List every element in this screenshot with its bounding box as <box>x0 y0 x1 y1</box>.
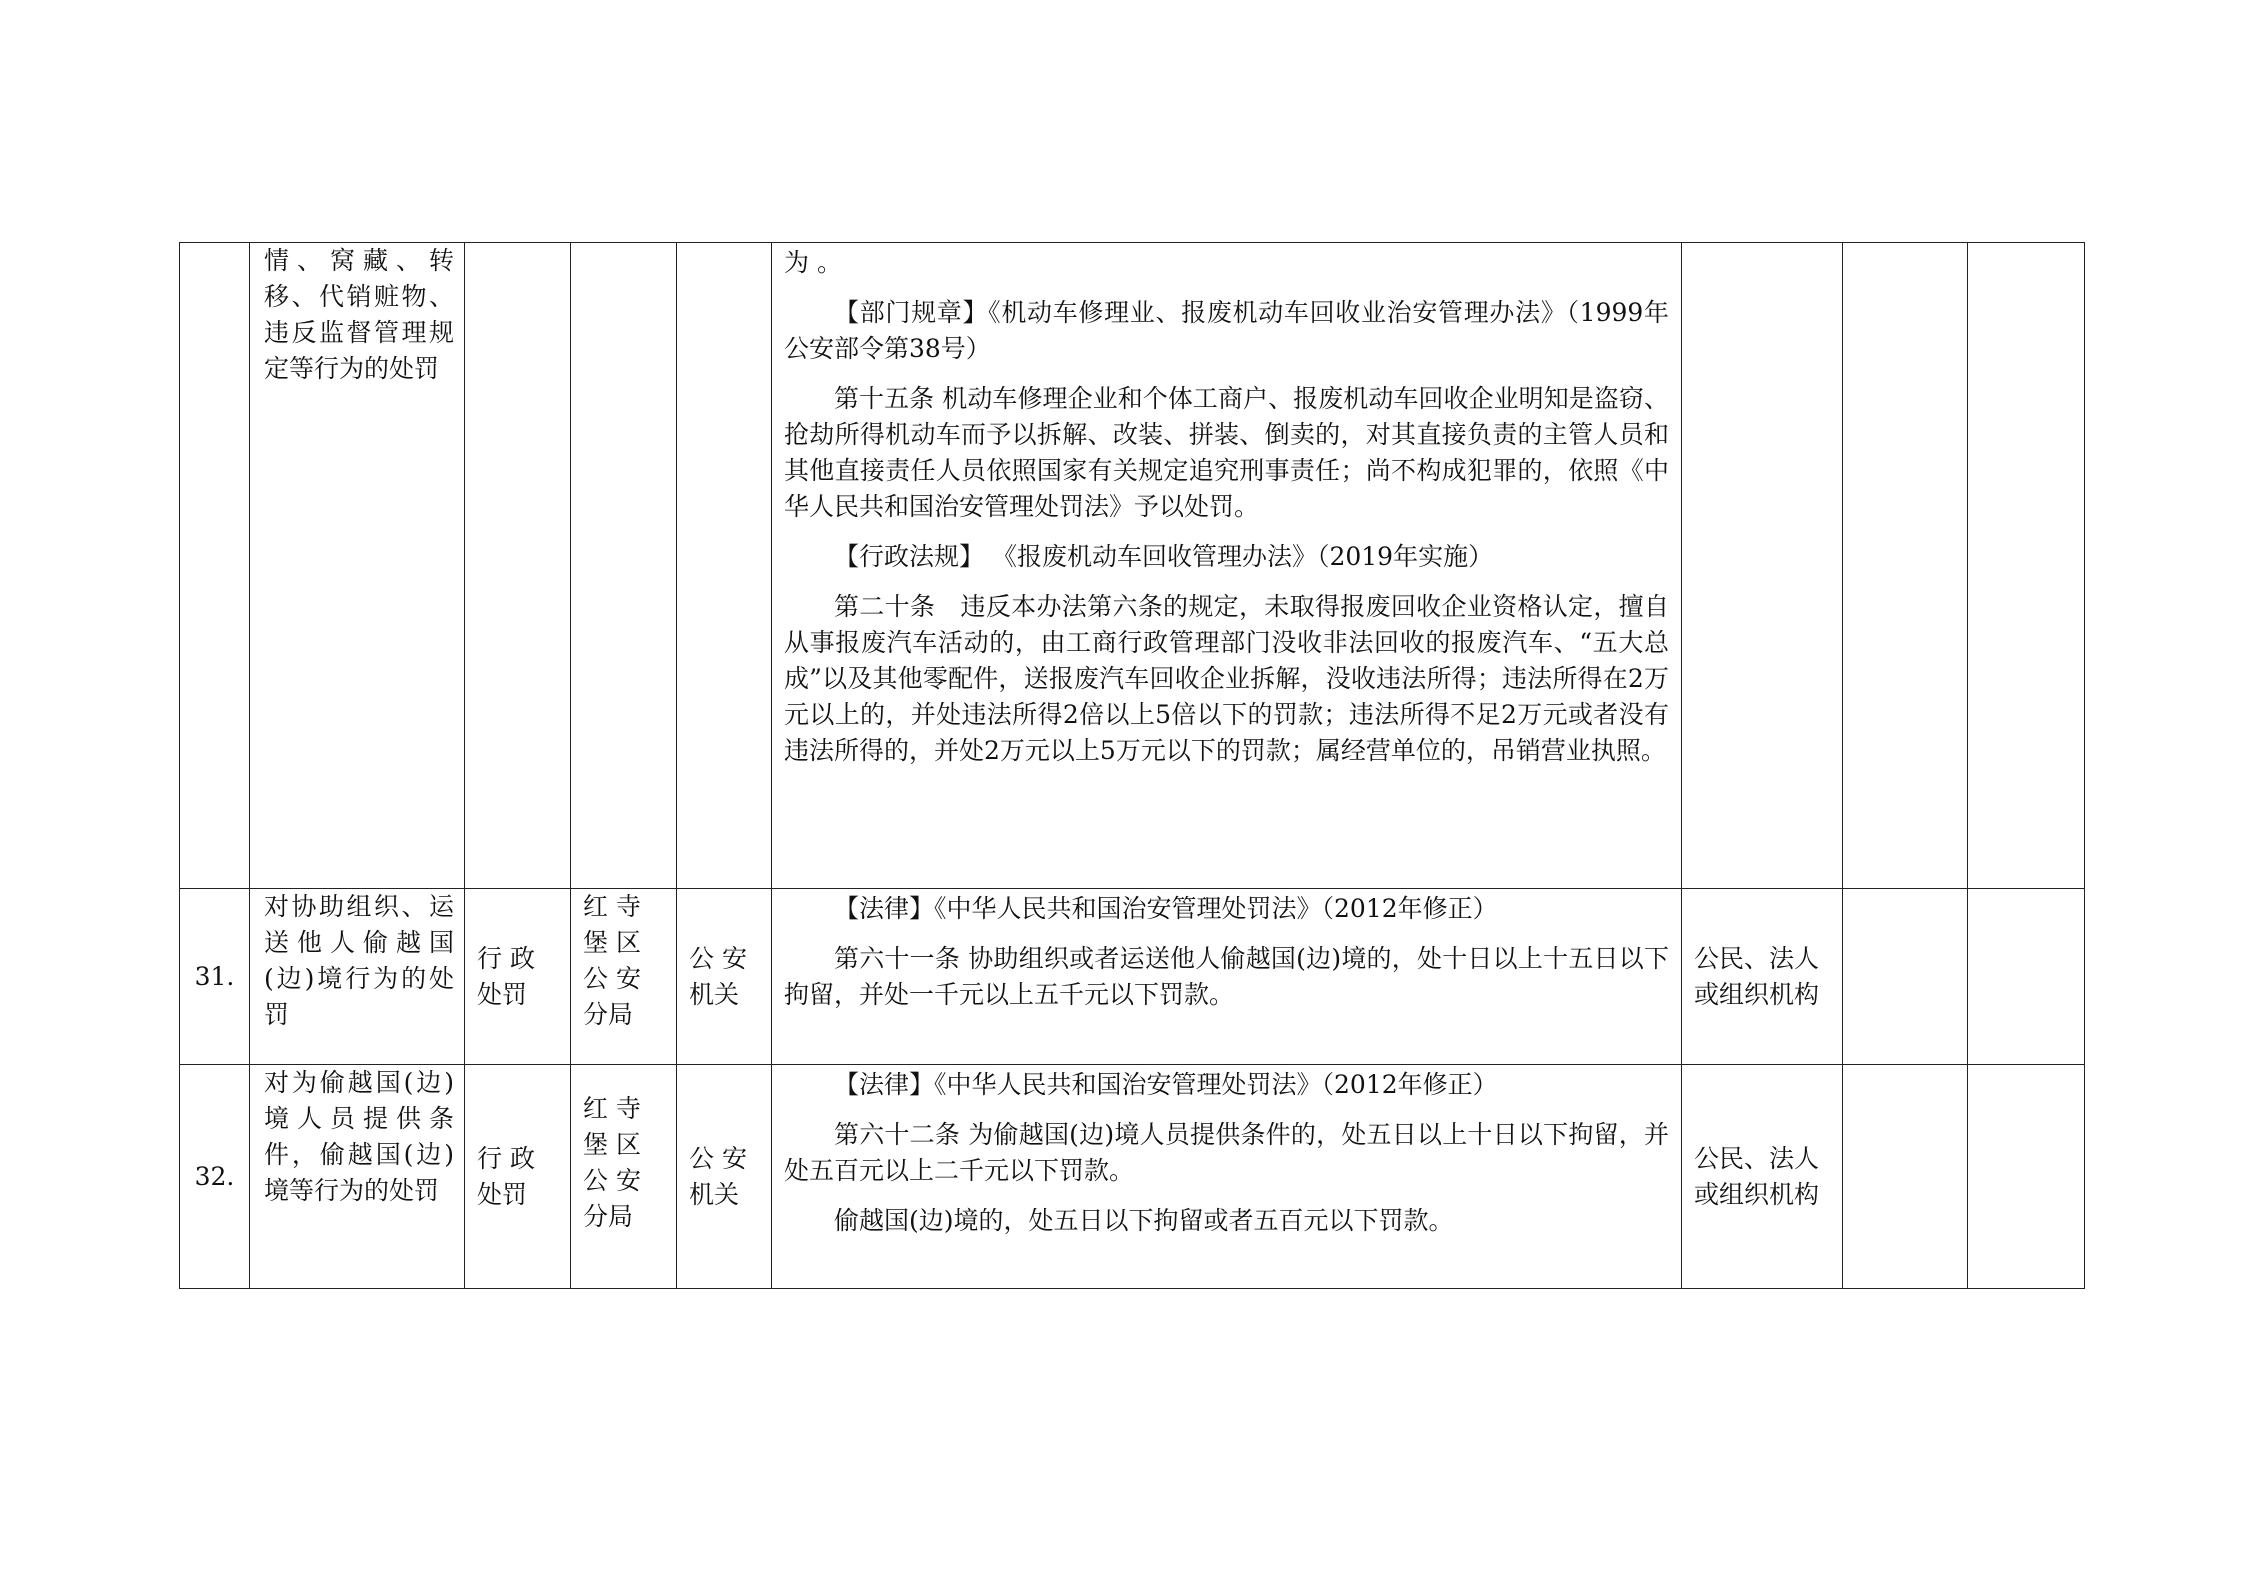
object-cell <box>1682 243 1843 889</box>
row-number: 31. <box>180 889 250 1065</box>
category-cell: 行 政 处罚 <box>465 889 571 1065</box>
organ-cell: 公 安 机关 <box>677 889 772 1065</box>
basis-text: 为 。 <box>784 248 842 277</box>
legal-basis <box>772 889 1682 1065</box>
unit-cell: 红 寺 堡 区 公 安 分局 <box>571 889 677 1065</box>
legal-basis <box>772 243 1682 889</box>
unit-cell <box>571 243 677 889</box>
legal-basis <box>772 1065 1682 1289</box>
organ-cell <box>677 243 772 889</box>
empty-cell <box>1843 1065 1968 1289</box>
basis-article: 偷越国(边)境的，处五日以下拘留或者五百元以下罚款。 <box>834 1206 1454 1235</box>
basis-heading: 【部门规章】《机动车修理业、报废机动车回收业治安管理办法》（1999年公安部令第38号） <box>784 298 1669 363</box>
empty-cell <box>1968 243 2085 889</box>
item-name: 情、窝藏、转移、代销赃物、违反监督管理规定等行为的处罚 <box>250 243 465 889</box>
basis-article: 第六十一条 协助组织或者运送他人偷越国(边)境的，处十日以上十五日以下拘留，并处一千元以上五千元以下罚款。 <box>784 944 1669 1009</box>
basis-heading: 【法律】《中华人民共和国治安管理处罚法》（2012年修正） <box>834 894 1498 923</box>
empty-cell <box>1968 1065 2085 1289</box>
organ-cell: 公 安 机关 <box>677 1065 772 1289</box>
row-number <box>180 243 250 889</box>
row-number: 32. <box>180 1065 250 1289</box>
object-cell: 公民、法人或组织机构 <box>1682 1065 1843 1289</box>
item-name: 对协助组织、运送他人偷越国(边)境行为的处罚 <box>250 889 465 1065</box>
basis-heading: 【行政法规】 《报废机动车回收管理办法》（2019年实施） <box>834 542 1494 571</box>
regulation-table <box>179 242 2085 1289</box>
empty-cell <box>1843 889 1968 1065</box>
unit-cell: 红 寺 堡 区 公 安 分局 <box>571 1065 677 1289</box>
basis-heading: 【法律】《中华人民共和国治安管理处罚法》（2012年修正） <box>834 1070 1498 1099</box>
category-cell <box>465 243 571 889</box>
table-row <box>180 1065 2085 1289</box>
empty-cell <box>1843 243 1968 889</box>
basis-article: 第十五条 机动车修理企业和个体工商户、报废机动车回收企业明知是盗窃、抢劫所得机动车而予以拆解、改装、拼装、倒卖的，对其直接负责的主管人员和其他直接责任人员依照国家有关规定追究刑事责任；尚不构成犯罪的，依照《中华人民共和国治安管理处罚法》予以处罚。 <box>784 384 1669 521</box>
item-name: 对为偷越国(边)境人员提供条件，偷越国(边)境等行为的处罚 <box>250 1065 465 1289</box>
basis-article: 第六十二条 为偷越国(边)境人员提供条件的，处五日以上十日以下拘留，并处五百元以上二千元以下罚款。 <box>784 1120 1669 1185</box>
basis-article: 第二十条 违反本办法第六条的规定，未取得报废回收企业资格认定，擅自从事报废汽车活动的，由工商行政管理部门没收非法回收的报废汽车、“五大总成”以及其他零配件，送报废汽车回收企业拆解，没收违法所得；违法所得在2万元以上的，并处违法所得2倍以上5倍以下的罚款；违法所得不足2万元或者没有违法所得的，并处2万元以上5万元以下的罚款；属经营单位的，吊销营业执照。 <box>784 592 1669 765</box>
category-cell: 行 政 处罚 <box>465 1065 571 1289</box>
table-row <box>180 243 2085 889</box>
object-cell: 公民、法人或组织机构 <box>1682 889 1843 1065</box>
table-row <box>180 889 2085 1065</box>
empty-cell <box>1968 889 2085 1065</box>
